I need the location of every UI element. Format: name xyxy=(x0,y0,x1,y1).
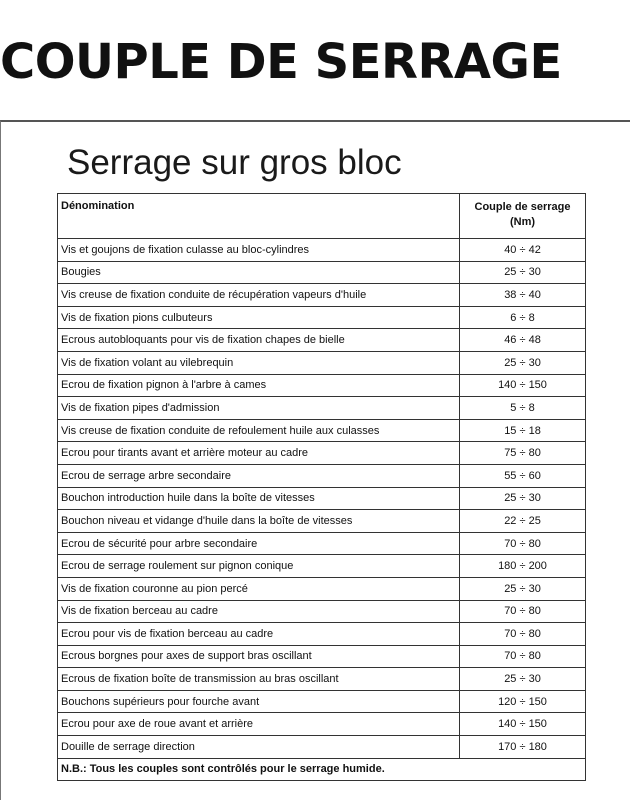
document-subtitle: Serrage sur gros bloc xyxy=(67,143,402,182)
row-value: 25 ÷ 30 xyxy=(460,577,586,600)
row-value: 180 ÷ 200 xyxy=(460,555,586,578)
row-value: 140 ÷ 150 xyxy=(460,374,586,397)
column-header-torque xyxy=(460,194,586,239)
row-value: 6 ÷ 8 xyxy=(460,306,586,329)
row-name: Bougies xyxy=(58,261,460,284)
table-row xyxy=(58,351,586,374)
table-row xyxy=(58,736,586,759)
table-row xyxy=(58,284,586,307)
row-name: Douille de serrage direction xyxy=(58,736,460,759)
row-value: 25 ÷ 30 xyxy=(460,487,586,510)
table-row xyxy=(58,261,586,284)
table-row xyxy=(58,713,586,736)
table-row xyxy=(58,577,586,600)
row-value: 46 ÷ 48 xyxy=(460,329,586,352)
row-name: Ecrou pour tirants avant et arrière moteur au cadre xyxy=(58,442,460,465)
row-name: Ecrous autobloquants pour vis de fixation chapes de bielle xyxy=(58,329,460,352)
table-note-row xyxy=(58,758,586,781)
row-value: 70 ÷ 80 xyxy=(460,532,586,555)
row-name: Vis de fixation pipes d'admission xyxy=(58,397,460,420)
row-name: Ecrou de serrage roulement sur pignon conique xyxy=(58,555,460,578)
table-row xyxy=(58,419,586,442)
table-row xyxy=(58,510,586,533)
row-value: 38 ÷ 40 xyxy=(460,284,586,307)
row-name: Ecrous borgnes pour axes de support bras oscillant xyxy=(58,645,460,668)
row-name: Ecrou de fixation pignon à l'arbre à cames xyxy=(58,374,460,397)
row-value: 70 ÷ 80 xyxy=(460,623,586,646)
row-value: 25 ÷ 30 xyxy=(460,351,586,374)
row-name: Vis et goujons de fixation culasse au bloc-cylindres xyxy=(58,239,460,262)
row-name: Vis de fixation berceau au cadre xyxy=(58,600,460,623)
row-name: Bouchons supérieurs pour fourche avant xyxy=(58,690,460,713)
row-name: Vis creuse de fixation conduite de récupération vapeurs d'huile xyxy=(58,284,460,307)
table-row xyxy=(58,600,586,623)
table-body xyxy=(58,239,586,781)
table-header-row xyxy=(58,194,586,239)
row-name: Vis de fixation volant au vilebrequin xyxy=(58,351,460,374)
table-row xyxy=(58,555,586,578)
row-value: 75 ÷ 80 xyxy=(460,442,586,465)
column-header-name: Dénomination xyxy=(58,194,460,239)
row-name: Ecrou de sécurité pour arbre secondaire xyxy=(58,532,460,555)
row-value: 25 ÷ 30 xyxy=(460,261,586,284)
row-name: Vis de fixation couronne au pion percé xyxy=(58,577,460,600)
table-row xyxy=(58,239,586,262)
table-row xyxy=(58,306,586,329)
table-row xyxy=(58,464,586,487)
row-value: 15 ÷ 18 xyxy=(460,419,586,442)
row-name: Ecrou de serrage arbre secondaire xyxy=(58,464,460,487)
row-name: Bouchon niveau et vidange d'huile dans la boîte de vitesses xyxy=(58,510,460,533)
column-header-torque-label: Couple de serrage xyxy=(474,201,571,213)
table-row xyxy=(58,645,586,668)
table-row xyxy=(58,487,586,510)
table-row xyxy=(58,668,586,691)
table-row xyxy=(58,329,586,352)
table-row xyxy=(58,442,586,465)
table-row xyxy=(58,623,586,646)
row-value: 5 ÷ 8 xyxy=(460,397,586,420)
row-name: Ecrous de fixation boîte de transmission au bras oscillant xyxy=(58,668,460,691)
page-title: COUPLE DE SERRAGE xyxy=(0,34,562,90)
table-row xyxy=(58,690,586,713)
row-value: 22 ÷ 25 xyxy=(460,510,586,533)
row-value: 55 ÷ 60 xyxy=(460,464,586,487)
table-row xyxy=(58,374,586,397)
row-name: Vis creuse de fixation conduite de refoulement huile aux culasses xyxy=(58,419,460,442)
torque-table xyxy=(57,193,586,781)
table-row xyxy=(58,532,586,555)
row-value: 120 ÷ 150 xyxy=(460,690,586,713)
row-value: 40 ÷ 42 xyxy=(460,239,586,262)
row-value: 170 ÷ 180 xyxy=(460,736,586,759)
row-name: Ecrou pour axe de roue avant et arrière xyxy=(58,713,460,736)
row-value: 140 ÷ 150 xyxy=(460,713,586,736)
row-value: 25 ÷ 30 xyxy=(460,668,586,691)
row-name: Vis de fixation pions culbuteurs xyxy=(58,306,460,329)
column-header-torque-unit: (Nm) xyxy=(509,216,536,228)
table-note: N.B.: Tous les couples sont contrôlés pour le serrage humide. xyxy=(58,758,586,781)
row-name: Bouchon introduction huile dans la boîte de vitesses xyxy=(58,487,460,510)
row-value: 70 ÷ 80 xyxy=(460,645,586,668)
row-name: Ecrou pour vis de fixation berceau au cadre xyxy=(58,623,460,646)
table-row xyxy=(58,397,586,420)
row-value: 70 ÷ 80 xyxy=(460,600,586,623)
